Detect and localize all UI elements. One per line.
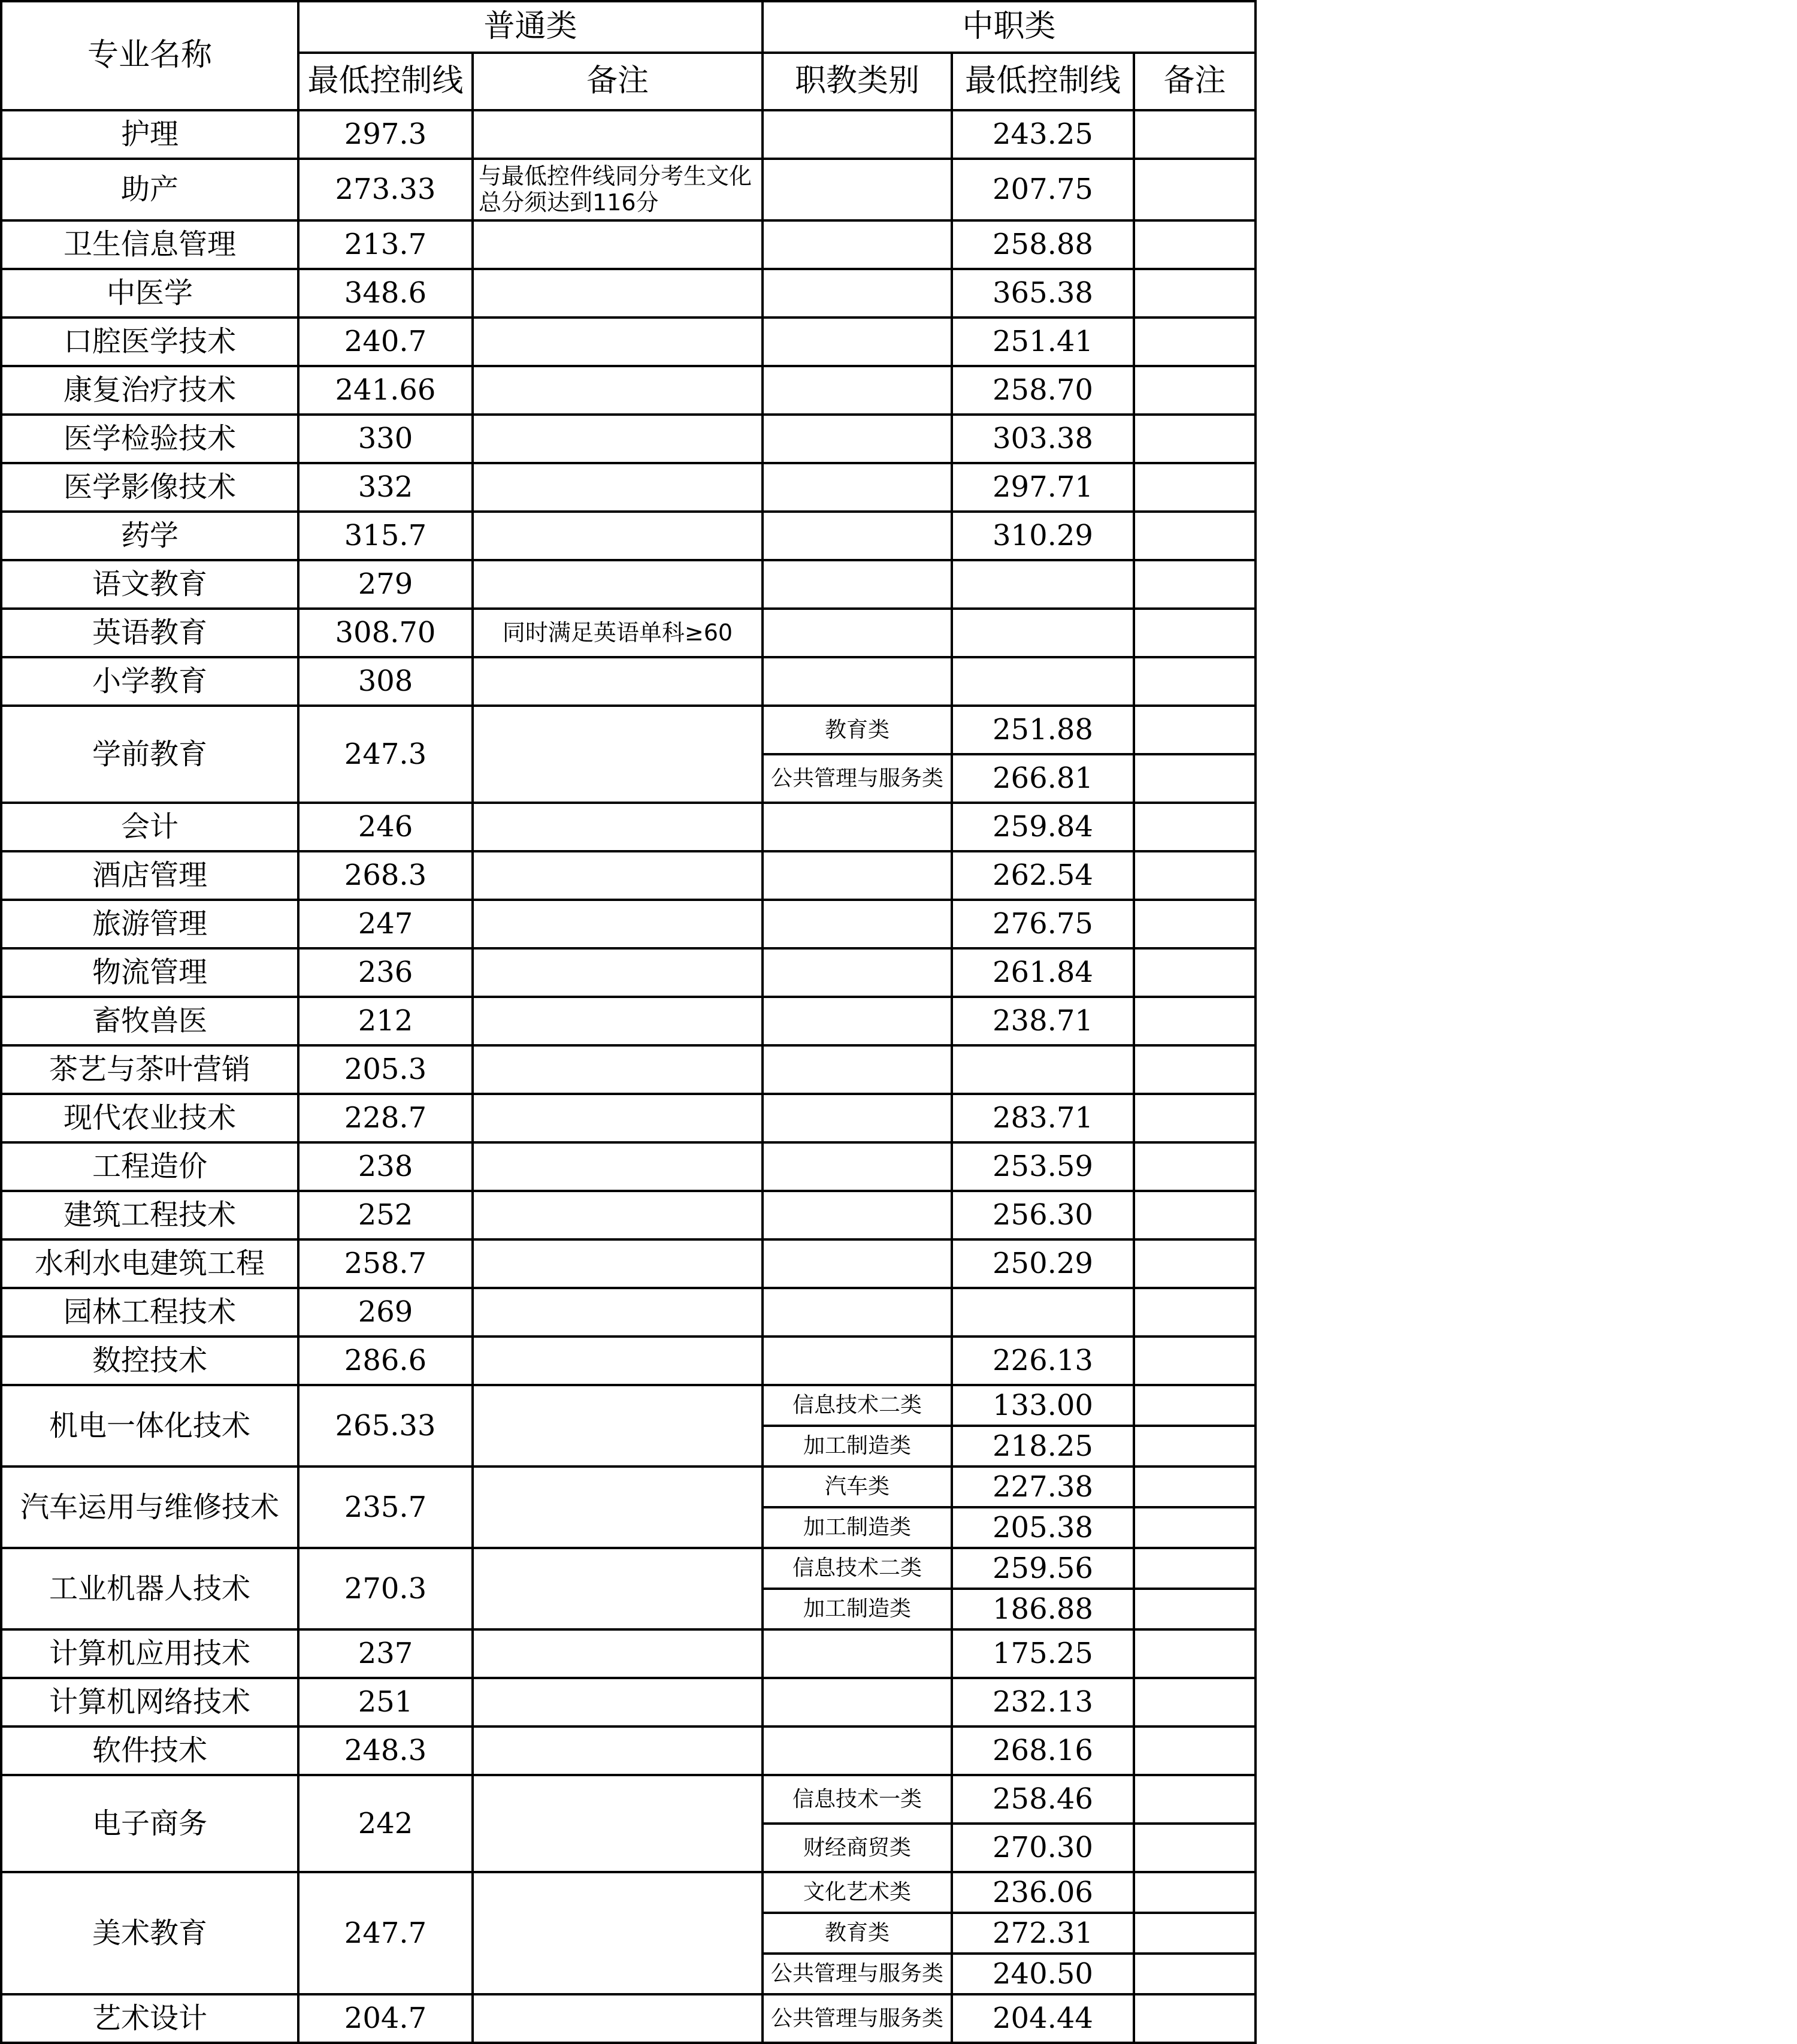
voc-category-cell (763, 900, 952, 948)
voc-category-cell (763, 318, 952, 366)
general-min-line-cell: 252 (298, 1191, 473, 1239)
voc-remark-cell (1134, 159, 1256, 220)
voc-min-line-cell: 276.75 (952, 900, 1134, 948)
general-min-line-cell: 205.3 (298, 1045, 473, 1094)
voc-category-cell (763, 1629, 952, 1678)
major-name-cell: 计算机应用技术 (1, 1629, 298, 1678)
general-min-line-cell: 247.3 (298, 706, 473, 803)
major-name-cell: 茶艺与茶叶营销 (1, 1045, 298, 1094)
table-row (1, 803, 1256, 851)
voc-min-line-cell: 133.00 (952, 1385, 1134, 1426)
table-row (1, 560, 1256, 609)
voc-remark-cell (1134, 1385, 1256, 1426)
voc-remark-cell (1134, 1824, 1256, 1872)
table-row (1, 512, 1256, 560)
voc-min-line-cell (952, 1288, 1134, 1337)
general-min-line-cell: 258.7 (298, 1239, 473, 1288)
general-remark-cell (473, 1191, 763, 1239)
header-general-remark: 备注 (473, 53, 763, 110)
table-row (1, 1191, 1256, 1239)
voc-min-line-cell: 262.54 (952, 851, 1134, 900)
major-name-cell: 口腔医学技术 (1, 318, 298, 366)
voc-category-cell (763, 1094, 952, 1142)
voc-min-line-cell: 175.25 (952, 1629, 1134, 1678)
voc-category-cell: 加工制造类 (763, 1507, 952, 1548)
header-voc-remark: 备注 (1134, 53, 1256, 110)
voc-min-line-cell: 186.88 (952, 1589, 1134, 1629)
voc-min-line-cell: 226.13 (952, 1337, 1134, 1385)
general-remark-cell (473, 1872, 763, 1994)
voc-remark-cell (1134, 1094, 1256, 1142)
voc-min-line-cell (952, 657, 1134, 706)
major-name-cell: 语文教育 (1, 560, 298, 609)
major-name-cell: 卫生信息管理 (1, 220, 298, 269)
voc-min-line-cell (952, 1045, 1134, 1094)
voc-category-cell: 汽车类 (763, 1467, 952, 1507)
major-name-cell: 计算机网络技术 (1, 1678, 298, 1726)
voc-remark-cell (1134, 1678, 1256, 1726)
major-name-cell: 酒店管理 (1, 851, 298, 900)
table-row (1, 609, 1256, 657)
table-row (1, 1629, 1256, 1678)
general-remark-cell (473, 1629, 763, 1678)
voc-min-line-cell: 227.38 (952, 1467, 1134, 1507)
major-name-cell: 医学检验技术 (1, 415, 298, 463)
table-row (1, 366, 1256, 415)
voc-category-cell (763, 512, 952, 560)
major-name-cell: 助产 (1, 159, 298, 220)
general-min-line-cell: 315.7 (298, 512, 473, 560)
table-row (1, 706, 1256, 754)
general-remark-cell (473, 1726, 763, 1775)
major-name-cell: 电子商务 (1, 1775, 298, 1872)
general-remark-cell: 与最低控件线同分考生文化总分须达到116分 (473, 159, 763, 220)
voc-min-line-cell: 258.46 (952, 1775, 1134, 1824)
general-remark-cell (473, 1239, 763, 1288)
voc-min-line-cell: 238.71 (952, 997, 1134, 1045)
voc-remark-cell (1134, 1426, 1256, 1467)
general-remark-cell (473, 512, 763, 560)
voc-category-cell (763, 609, 952, 657)
voc-category-cell: 信息技术一类 (763, 1775, 952, 1824)
general-remark-cell (473, 318, 763, 366)
voc-min-line-cell: 250.29 (952, 1239, 1134, 1288)
general-remark-cell (473, 948, 763, 997)
voc-category-cell (763, 463, 952, 512)
table-row (1, 1467, 1256, 1507)
general-min-line-cell: 246 (298, 803, 473, 851)
general-remark-cell (473, 415, 763, 463)
table-row (1, 997, 1256, 1045)
voc-remark-cell (1134, 110, 1256, 159)
table-row (1, 318, 1256, 366)
table-row (1, 657, 1256, 706)
voc-category-cell: 财经商贸类 (763, 1824, 952, 1872)
voc-remark-cell (1134, 1872, 1256, 1913)
voc-category-cell: 教育类 (763, 706, 952, 754)
table-row (1, 1142, 1256, 1191)
general-remark-cell (473, 366, 763, 415)
general-remark-cell (473, 657, 763, 706)
voc-min-line-cell: 310.29 (952, 512, 1134, 560)
voc-remark-cell (1134, 948, 1256, 997)
general-min-line-cell: 286.6 (298, 1337, 473, 1385)
table-row (1, 159, 1256, 220)
voc-remark-cell (1134, 1337, 1256, 1385)
voc-min-line-cell: 240.50 (952, 1954, 1134, 1994)
voc-category-cell (763, 220, 952, 269)
voc-remark-cell (1134, 1288, 1256, 1337)
table-row (1, 1288, 1256, 1337)
general-remark-cell (473, 220, 763, 269)
general-min-line-cell: 248.3 (298, 1726, 473, 1775)
major-name-cell: 药学 (1, 512, 298, 560)
table-row (1, 1239, 1256, 1288)
general-remark-cell (473, 1548, 763, 1629)
voc-category-cell (763, 1288, 952, 1337)
major-name-cell: 畜牧兽医 (1, 997, 298, 1045)
general-min-line-cell: 268.3 (298, 851, 473, 900)
voc-min-line-cell: 207.75 (952, 159, 1134, 220)
major-name-cell: 旅游管理 (1, 900, 298, 948)
voc-remark-cell (1134, 706, 1256, 754)
general-min-line-cell: 270.3 (298, 1548, 473, 1629)
voc-category-cell (763, 997, 952, 1045)
voc-remark-cell (1134, 269, 1256, 318)
voc-category-cell (763, 366, 952, 415)
voc-remark-cell (1134, 1045, 1256, 1094)
general-remark-cell (473, 1337, 763, 1385)
major-name-cell: 中医学 (1, 269, 298, 318)
general-min-line-cell: 238 (298, 1142, 473, 1191)
major-name-cell: 现代农业技术 (1, 1094, 298, 1142)
general-remark-cell (473, 803, 763, 851)
voc-remark-cell (1134, 1726, 1256, 1775)
voc-min-line-cell: 256.30 (952, 1191, 1134, 1239)
voc-remark-cell (1134, 900, 1256, 948)
voc-min-line-cell: 270.30 (952, 1824, 1134, 1872)
voc-category-cell (763, 657, 952, 706)
table-row (1, 1548, 1256, 1589)
major-name-cell: 建筑工程技术 (1, 1191, 298, 1239)
general-min-line-cell: 235.7 (298, 1467, 473, 1548)
header-general-min-line: 最低控制线 (298, 53, 473, 110)
voc-remark-cell (1134, 1629, 1256, 1678)
voc-category-cell (763, 415, 952, 463)
voc-remark-cell (1134, 1548, 1256, 1589)
voc-remark-cell (1134, 1954, 1256, 1994)
general-min-line-cell: 242 (298, 1775, 473, 1872)
major-name-cell: 英语教育 (1, 609, 298, 657)
voc-category-cell (763, 803, 952, 851)
voc-min-line-cell: 251.41 (952, 318, 1134, 366)
voc-remark-cell (1134, 1239, 1256, 1288)
header-voc-min-line: 最低控制线 (952, 53, 1134, 110)
voc-min-line-cell: 218.25 (952, 1426, 1134, 1467)
voc-category-cell: 文化艺术类 (763, 1872, 952, 1913)
table-row (1, 220, 1256, 269)
voc-remark-cell (1134, 997, 1256, 1045)
general-min-line-cell: 240.7 (298, 318, 473, 366)
voc-remark-cell (1134, 1467, 1256, 1507)
general-remark-cell (473, 900, 763, 948)
general-remark-cell (473, 851, 763, 900)
table-row (1, 1775, 1256, 1824)
voc-category-cell: 信息技术二类 (763, 1385, 952, 1426)
general-min-line-cell: 308.70 (298, 609, 473, 657)
voc-remark-cell (1134, 463, 1256, 512)
voc-min-line-cell: 251.88 (952, 706, 1134, 754)
voc-category-cell (763, 1045, 952, 1094)
voc-remark-cell (1134, 318, 1256, 366)
general-min-line-cell: 279 (298, 560, 473, 609)
voc-min-line-cell (952, 609, 1134, 657)
general-remark-cell: 同时满足英语单科≥60 (473, 609, 763, 657)
voc-category-cell: 加工制造类 (763, 1589, 952, 1629)
general-remark-cell (473, 1775, 763, 1872)
voc-category-cell (763, 269, 952, 318)
voc-remark-cell (1134, 220, 1256, 269)
major-name-cell: 美术教育 (1, 1872, 298, 1994)
voc-min-line-cell: 365.38 (952, 269, 1134, 318)
voc-category-cell (763, 851, 952, 900)
voc-category-cell (763, 1142, 952, 1191)
voc-min-line-cell: 283.71 (952, 1094, 1134, 1142)
voc-remark-cell (1134, 560, 1256, 609)
voc-category-cell: 公共管理与服务类 (763, 1954, 952, 1994)
voc-min-line-cell: 243.25 (952, 110, 1134, 159)
voc-remark-cell (1134, 415, 1256, 463)
voc-remark-cell (1134, 1142, 1256, 1191)
major-name-cell: 艺术设计 (1, 1994, 298, 2043)
voc-remark-cell (1134, 1775, 1256, 1824)
table-row (1, 1045, 1256, 1094)
table-row (1, 1872, 1256, 1913)
general-remark-cell (473, 1467, 763, 1548)
voc-min-line-cell: 232.13 (952, 1678, 1134, 1726)
voc-remark-cell (1134, 366, 1256, 415)
table-row (1, 463, 1256, 512)
voc-category-cell (763, 1678, 952, 1726)
voc-remark-cell (1134, 1589, 1256, 1629)
voc-category-cell: 信息技术二类 (763, 1548, 952, 1589)
general-remark-cell (473, 1385, 763, 1467)
voc-min-line-cell: 204.44 (952, 1994, 1134, 2043)
major-name-cell: 数控技术 (1, 1337, 298, 1385)
general-min-line-cell: 247 (298, 900, 473, 948)
voc-remark-cell (1134, 1913, 1256, 1954)
general-remark-cell (473, 706, 763, 803)
header-voc-category: 职教类别 (763, 53, 952, 110)
general-min-line-cell: 236 (298, 948, 473, 997)
general-remark-cell (473, 1678, 763, 1726)
voc-min-line-cell: 266.81 (952, 754, 1134, 803)
voc-category-cell: 公共管理与服务类 (763, 754, 952, 803)
voc-remark-cell (1134, 657, 1256, 706)
voc-category-cell (763, 560, 952, 609)
general-remark-cell (473, 560, 763, 609)
major-name-cell: 工程造价 (1, 1142, 298, 1191)
major-name-cell: 园林工程技术 (1, 1288, 298, 1337)
voc-remark-cell (1134, 1507, 1256, 1548)
table-row (1, 1726, 1256, 1775)
major-name-cell: 康复治疗技术 (1, 366, 298, 415)
voc-category-cell (763, 948, 952, 997)
voc-remark-cell (1134, 754, 1256, 803)
table-row (1, 110, 1256, 159)
voc-category-cell (763, 1191, 952, 1239)
major-name-cell: 软件技术 (1, 1726, 298, 1775)
voc-min-line-cell: 303.38 (952, 415, 1134, 463)
voc-min-line-cell: 205.38 (952, 1507, 1134, 1548)
table-row (1, 1994, 1256, 2043)
voc-remark-cell (1134, 609, 1256, 657)
voc-remark-cell (1134, 512, 1256, 560)
table-row (1, 415, 1256, 463)
voc-remark-cell (1134, 851, 1256, 900)
general-remark-cell (473, 1994, 763, 2043)
voc-min-line-cell: 272.31 (952, 1913, 1134, 1954)
major-name-cell: 医学影像技术 (1, 463, 298, 512)
general-min-line-cell: 297.3 (298, 110, 473, 159)
general-min-line-cell: 273.33 (298, 159, 473, 220)
voc-min-line-cell: 258.88 (952, 220, 1134, 269)
voc-remark-cell (1134, 803, 1256, 851)
voc-category-cell (763, 1726, 952, 1775)
voc-category-cell (763, 1239, 952, 1288)
voc-min-line-cell: 236.06 (952, 1872, 1134, 1913)
general-min-line-cell: 308 (298, 657, 473, 706)
table-row (1, 851, 1256, 900)
general-min-line-cell: 348.6 (298, 269, 473, 318)
voc-remark-cell (1134, 1191, 1256, 1239)
general-min-line-cell: 237 (298, 1629, 473, 1678)
table-row (1, 948, 1256, 997)
general-min-line-cell: 251 (298, 1678, 473, 1726)
general-min-line-cell: 247.7 (298, 1872, 473, 1994)
voc-min-line-cell: 259.56 (952, 1548, 1134, 1589)
major-name-cell: 护理 (1, 110, 298, 159)
voc-min-line-cell: 268.16 (952, 1726, 1134, 1775)
major-name-cell: 机电一体化技术 (1, 1385, 298, 1467)
general-remark-cell (473, 269, 763, 318)
general-remark-cell (473, 1288, 763, 1337)
voc-remark-cell (1134, 1994, 1256, 2043)
general-min-line-cell: 269 (298, 1288, 473, 1337)
table-row (1, 1337, 1256, 1385)
voc-min-line-cell: 259.84 (952, 803, 1134, 851)
voc-min-line-cell (952, 560, 1134, 609)
general-remark-cell (473, 1094, 763, 1142)
voc-min-line-cell: 297.71 (952, 463, 1134, 512)
header-general: 普通类 (298, 1, 763, 53)
general-remark-cell (473, 997, 763, 1045)
voc-category-cell (763, 159, 952, 220)
general-min-line-cell: 228.7 (298, 1094, 473, 1142)
general-min-line-cell: 241.66 (298, 366, 473, 415)
table-row (1, 900, 1256, 948)
voc-min-line-cell: 261.84 (952, 948, 1134, 997)
table-row (1, 269, 1256, 318)
general-remark-cell (473, 1142, 763, 1191)
general-min-line-cell: 332 (298, 463, 473, 512)
table-row (1, 1385, 1256, 1426)
voc-category-cell: 公共管理与服务类 (763, 1994, 952, 2043)
voc-category-cell: 加工制造类 (763, 1426, 952, 1467)
general-remark-cell (473, 1045, 763, 1094)
major-name-cell: 学前教育 (1, 706, 298, 803)
general-min-line-cell: 204.7 (298, 1994, 473, 2043)
voc-min-line-cell: 253.59 (952, 1142, 1134, 1191)
general-remark-cell (473, 110, 763, 159)
voc-category-cell (763, 1337, 952, 1385)
general-min-line-cell: 212 (298, 997, 473, 1045)
general-min-line-cell: 213.7 (298, 220, 473, 269)
general-min-line-cell: 265.33 (298, 1385, 473, 1467)
voc-category-cell (763, 110, 952, 159)
voc-category-cell: 教育类 (763, 1913, 952, 1954)
major-name-cell: 小学教育 (1, 657, 298, 706)
general-min-line-cell: 330 (298, 415, 473, 463)
voc-min-line-cell: 258.70 (952, 366, 1134, 415)
major-name-cell: 工业机器人技术 (1, 1548, 298, 1629)
header-vocational: 中职类 (763, 1, 1256, 53)
table-row (1, 1678, 1256, 1726)
table-row (1, 1094, 1256, 1142)
general-remark-cell (473, 463, 763, 512)
major-name-cell: 汽车运用与维修技术 (1, 1467, 298, 1548)
major-name-cell: 物流管理 (1, 948, 298, 997)
major-name-cell: 会计 (1, 803, 298, 851)
header-major-name: 专业名称 (1, 1, 298, 110)
major-name-cell: 水利水电建筑工程 (1, 1239, 298, 1288)
